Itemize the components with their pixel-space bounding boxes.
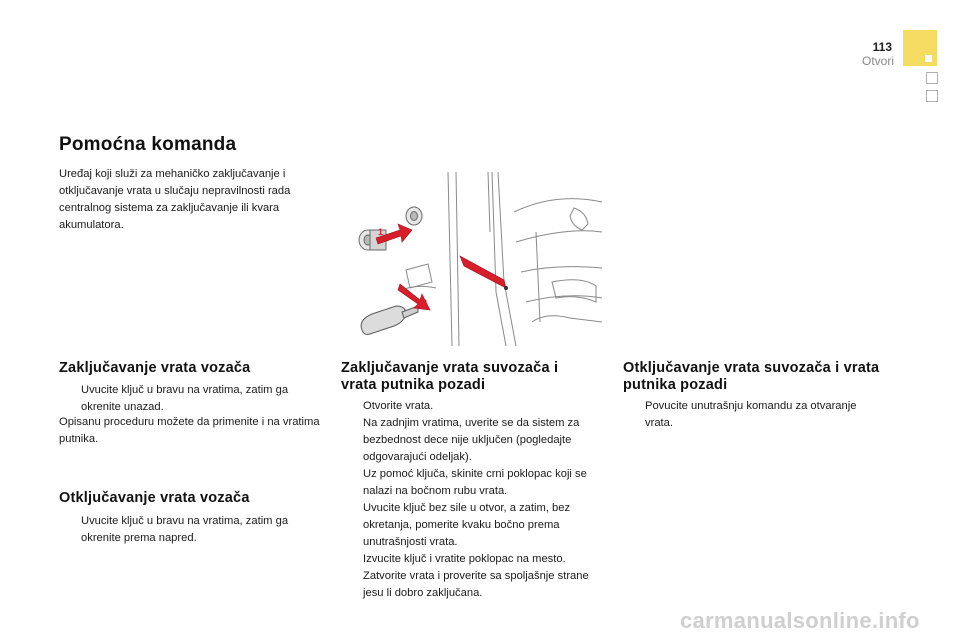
- watermark: carmanualsonline.info: [680, 608, 920, 633]
- list-item: Povucite unutrašnju komandu za otvaranje vrata.: [645, 400, 857, 429]
- list-item: Uz pomoć ključa, skinite crni poklopac koji se nalazi na bočnom rubu vrata.: [363, 468, 587, 497]
- lock-driver-note: Opisanu proceduru možete da primenite i na vratima putnika.: [59, 416, 320, 445]
- page-number: 113: [872, 40, 892, 54]
- section-title-lock-passenger: Zaključavanje vrata suvozača i vrata putnika pozadi: [341, 360, 559, 393]
- lock-passenger-list: [341, 398, 603, 602]
- list-item: Uvucite ključ u bravu na vratima, zatim ga okrenite unazad.: [81, 384, 289, 413]
- section-tab-2[interactable]: [926, 72, 938, 84]
- section-title-unlock-passenger: Otključavanje vrata suvozača i vrata putnika pozadi: [623, 360, 880, 393]
- illustration-label-1: 1: [378, 227, 384, 237]
- list-item: Uvucite ključ bez sile u otvor, a zatim, bez okretanja, pomerite kvaku bočno prema unutrašnjosti vrata.: [363, 502, 571, 548]
- section-title-unlock-driver: Otključavanje vrata vozača: [59, 490, 250, 506]
- list-item: Izvucite ključ i vratite poklopac na mesto.: [363, 553, 566, 565]
- unlock-driver-list: [59, 513, 321, 547]
- door-lock-illustration: [356, 172, 602, 346]
- list-item: Na zadnjim vratima, uverite se da sistem za bezbednost dece nije uključen (pogledajte odgovarajući odeljak).: [363, 417, 580, 463]
- section-tab-marker: [925, 55, 932, 62]
- list-item: Otvorite vrata.: [363, 400, 434, 412]
- section-title-lock-driver: Zaključavanje vrata vozača: [59, 360, 251, 376]
- page-title: Pomoćna komanda: [59, 134, 237, 155]
- section-name: Otvori: [861, 54, 894, 68]
- section-tab-3[interactable]: [926, 90, 938, 102]
- list-item: Uvucite ključ u bravu na vratima, zatim ga okrenite prema napred.: [81, 515, 289, 544]
- unlock-passenger-list: [623, 398, 885, 432]
- list-item: Zatvorite vrata i proverite sa spoljašnje strane jesu li dobro zaključana.: [363, 570, 589, 599]
- intro-text: Uređaj koji služi za mehaničko zaključavanje i otključavanje vrata u slučaju nepravilnosti rada centralnog sistema za zaključavanje ili kvara akumulatora.: [59, 168, 291, 231]
- lock-driver-list: [59, 382, 321, 416]
- illustration-label-2: 2: [422, 298, 428, 308]
